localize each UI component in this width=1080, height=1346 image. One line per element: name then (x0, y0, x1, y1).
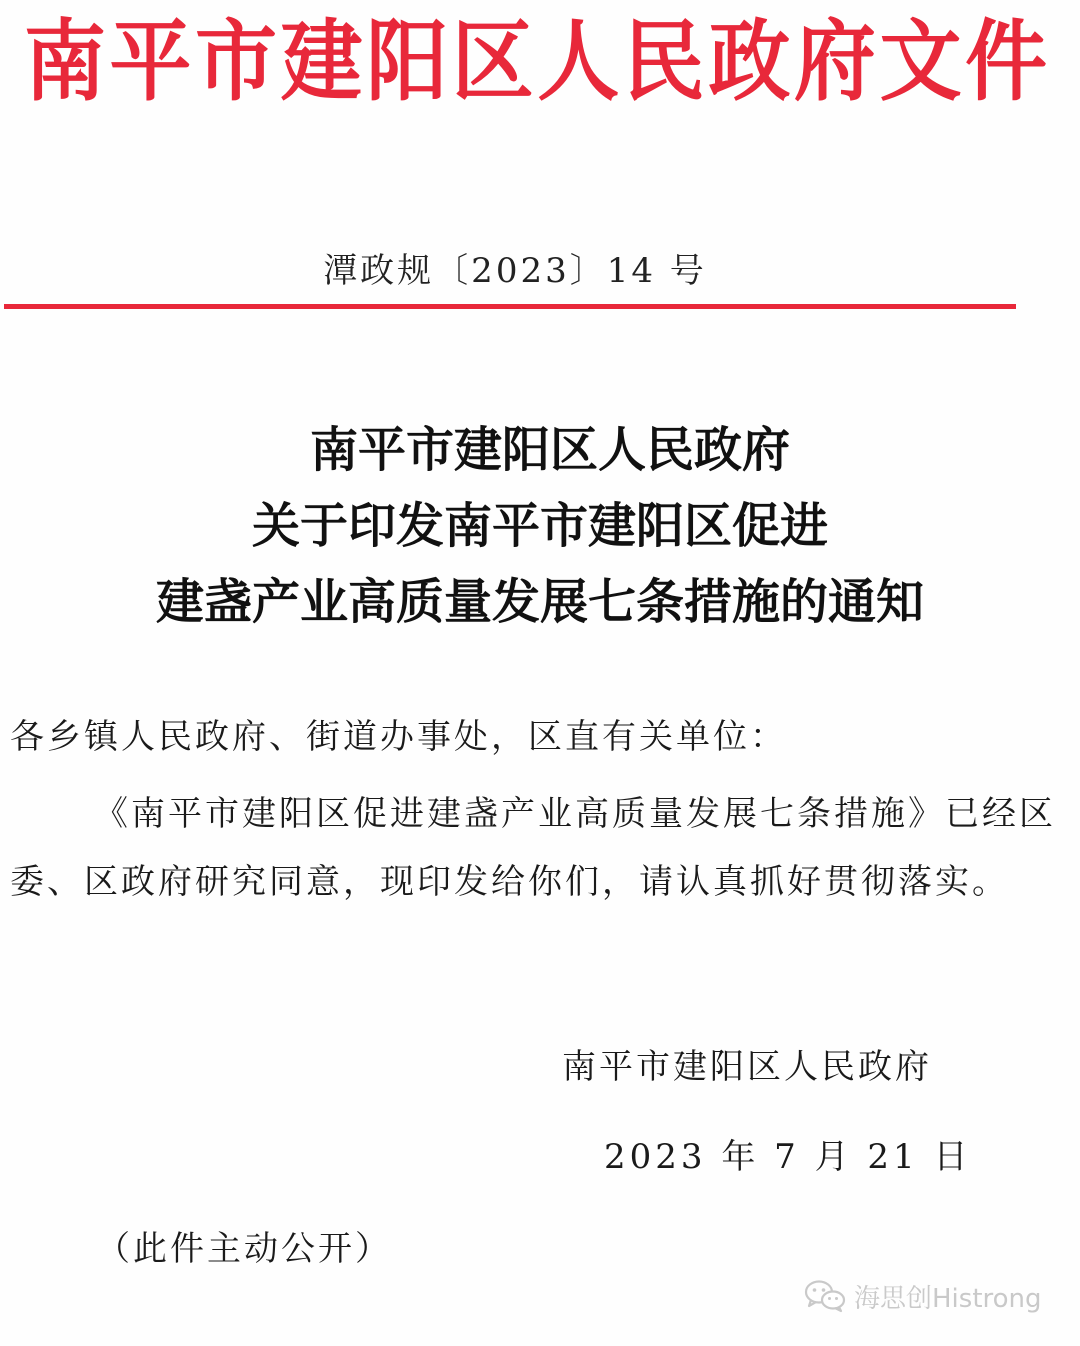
body-paragraph (10, 780, 1070, 916)
body-paragraph-line-1: 《南平市建阳区促进建盏产业高质量发展七条措施》已经区 (94, 794, 1056, 834)
watermark-text: 海思创Histrong (854, 1283, 1042, 1314)
signing-authority: 南平市建阳区人民政府 (562, 1047, 932, 1087)
document-title (0, 412, 1080, 640)
title-line-3: 建盏产业高质量发展七条措施的通知 (155, 574, 924, 630)
watermark (804, 1276, 1042, 1316)
salutation: 各乡镇人民政府、街道办事处，区直有关单位： (10, 717, 787, 757)
document-masthead: 南平市建阳区人民政府文件 (24, 10, 1051, 113)
wechat-icon (804, 1279, 846, 1313)
issue-date: 2023 年 7 月 21 日 (604, 1137, 972, 1177)
body-paragraph-line-2: 委、区政府研究同意，现印发给你们，请认真抓好贯彻落实。 (10, 862, 1009, 902)
document-number: 潭政规〔2023〕14 号 (323, 251, 707, 291)
title-line-1: 南平市建阳区人民政府 (309, 422, 790, 478)
disclosure-note: （此件主动公开） (96, 1229, 392, 1269)
red-divider-line (4, 304, 1016, 309)
title-line-2: 关于印发南平市建阳区促进 (251, 498, 828, 554)
